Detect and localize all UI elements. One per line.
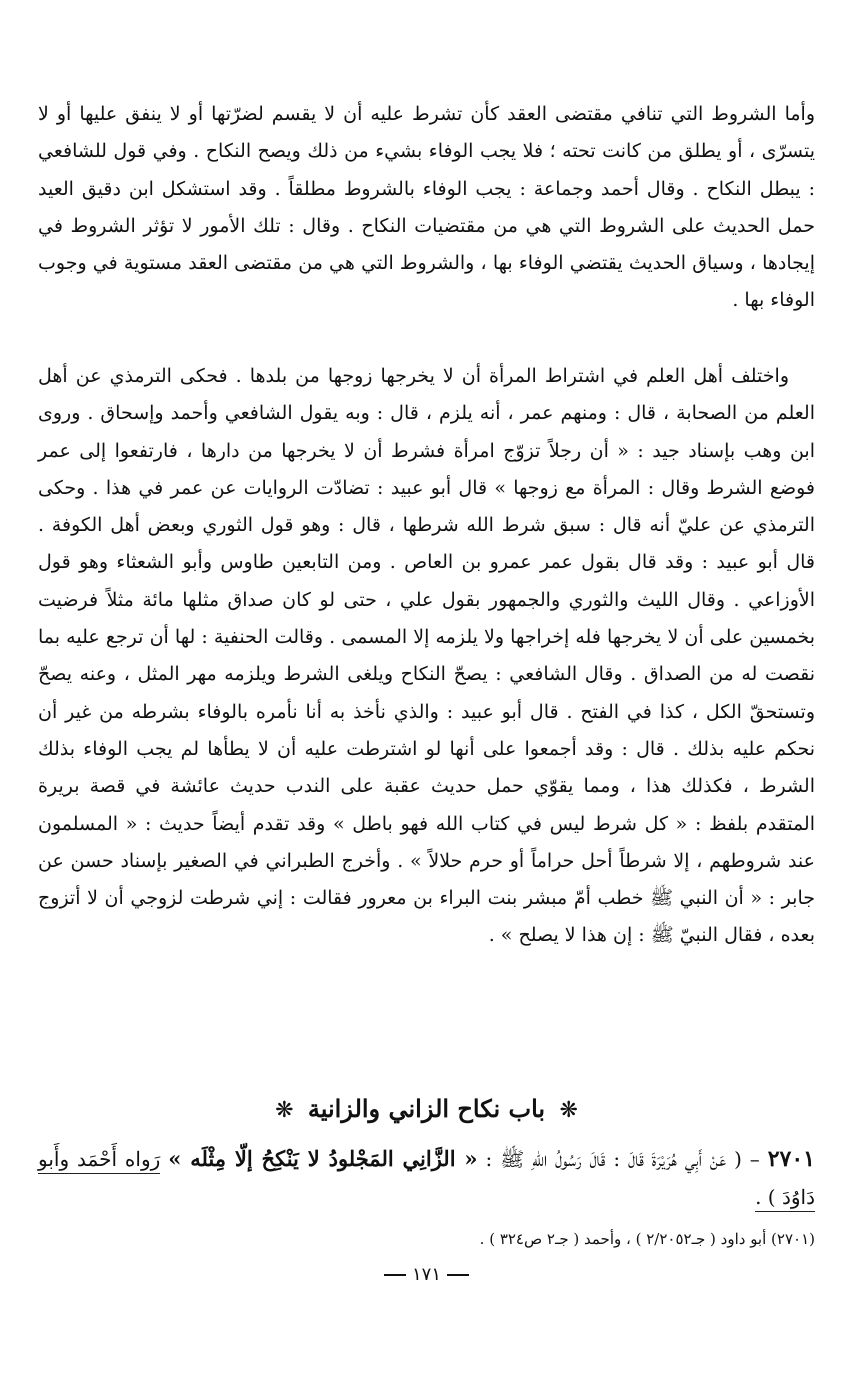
section-heading-text: باب نكاح الزاني والزانية	[307, 1094, 546, 1123]
section-heading	[38, 1078, 815, 1140]
hadith-number: ٢٧٠١	[767, 1146, 815, 1172]
hadith-entry	[38, 1140, 815, 1216]
paragraph-scholars-disagreement: واختلف أهل العلم في اشتراط المرأة أن لا يخرجها زوجها من بلدها . فحكى الترمذي عن أهل العلم من الصحابة ، قال : ومنهم عمر ، أنه يلزم ، قال : وبه يقول الشافعي وأحمد وإسحاق . وروى ابن وهب بإسناد جيد : « أن رجلاً تزوّج امرأة فشرط أن لا يخرجها من دارها ، فارتفعوا إلى عمر فوضع الشرط وقال : المرأة مع زوجها » قال أبو عبيد : تضادّت الروايات عن عمر في هذا . وحكى الترمذي عن عليّ أنه قال : سبق شرط الله شرطها ، قال : وهو قول الثوري وبعض أهل الكوفة . قال أبو عبيد : وقد قال بقول عمر عمرو بن العاص . ومن التابعين طاوس وأبو الشعثاء وهو قول الأوزاعي . وقال الليث والثوري والجمهور بقول علي ، حتى لو كان صداق مثلها مائة مثلاً فرضيت بخمسين على أن لا يخرجها فله إخراجها ولا يلزمه إلا المسمى . وقالت الحنفية : لها أن ترجع عليه بما نقصت له من الصداق . وقال الشافعي : يصحّ النكاح ويلغى الشرط ويلزمه مهر المثل ، وعنه يصحّ وتستحقّ الكل ، كذا في الفتح . قال أبو عبيد : والذي نأخذ به أنا نأمره بالوفاء بشرطه من غير أن نحكم عليه بذلك . قال : وقد أجمعوا على أنها لو اشترطت عليه أن لا يطأها لم يجب الوفاء بذلك الشرط ، فكذلك هذا ، ومما يقوّي حمل حديث عقبة على الندب حديث عائشة في قصة بريرة المتقدم بلفظ : « كل شرط ليس في كتاب الله فهو باطل » وقد تقدم أيضاً حديث : « المسلمون عند شروطهم ، إلا شرطاً أحل حراماً أو حرم حلالاً » . وأخرج الطبراني في الصغير بإسناد حسن عن جابر : « أن النبي ﷺ خطب أمّ مبشر بنت البراء بن معرور فقالت : إني شرطت لزوجي أن لا أتزوج بعده ، فقال النبيّ ﷺ : إن هذا لا يصلح » .	[38, 365, 816, 947]
hadith-source: رَواه أَحْمَد وأَبو دَاوُدَ ) .	[38, 1147, 815, 1212]
footnote: (٢٧٠١) أبو داود ( جـ٢/٢٠٥٢ ) ، وأحمد ( جـ٢ ص٣٢٤ ) .	[479, 1230, 815, 1248]
page-number	[38, 1260, 815, 1290]
ornament-star-icon: ❋	[275, 1098, 294, 1123]
page-number-dash	[384, 1274, 406, 1276]
page-number-text: ١٧١	[411, 1264, 441, 1285]
page-number-dash	[447, 1274, 469, 1276]
ornament-star-icon: ❋	[559, 1098, 578, 1123]
hadith-lead: – ( عَنْ أَبِي هُرَيْرَةَ قَالَ : قَالَ رَسُولُ اللهِ ﷺ :	[485, 1147, 760, 1171]
hadith-text: « الزَّانِي المَجْلودُ لا يَنْكِحُ إلّا مِثْلَه »	[168, 1146, 478, 1171]
paragraph-conditions: وأما الشروط التي تنافي مقتضى العقد كأن تشرط عليه أن لا يقسم لضرّتها أو لا ينفق عليها أو لا يتسرّى ، أو يطلق من كانت تحته ؛ فلا يجب الوفاء بشيء من ذلك ويصح النكاح . وفي قول للشافعي : يبطل النكاح . وقال أحمد وجماعة : يجب الوفاء بالشروط مطلقاً . وقد استشكل ابن دقيق العيد حمل الحديث على الشروط التي هي من مقتضيات النكاح . وقال : تلك الأمور لا تؤثر الشروط في إيجادها ، وسياق الحديث يقتضي الوفاء بها ، والشروط التي هي من مقتضى العقد مستوية في وجوب الوفاء بها .	[38, 103, 815, 312]
